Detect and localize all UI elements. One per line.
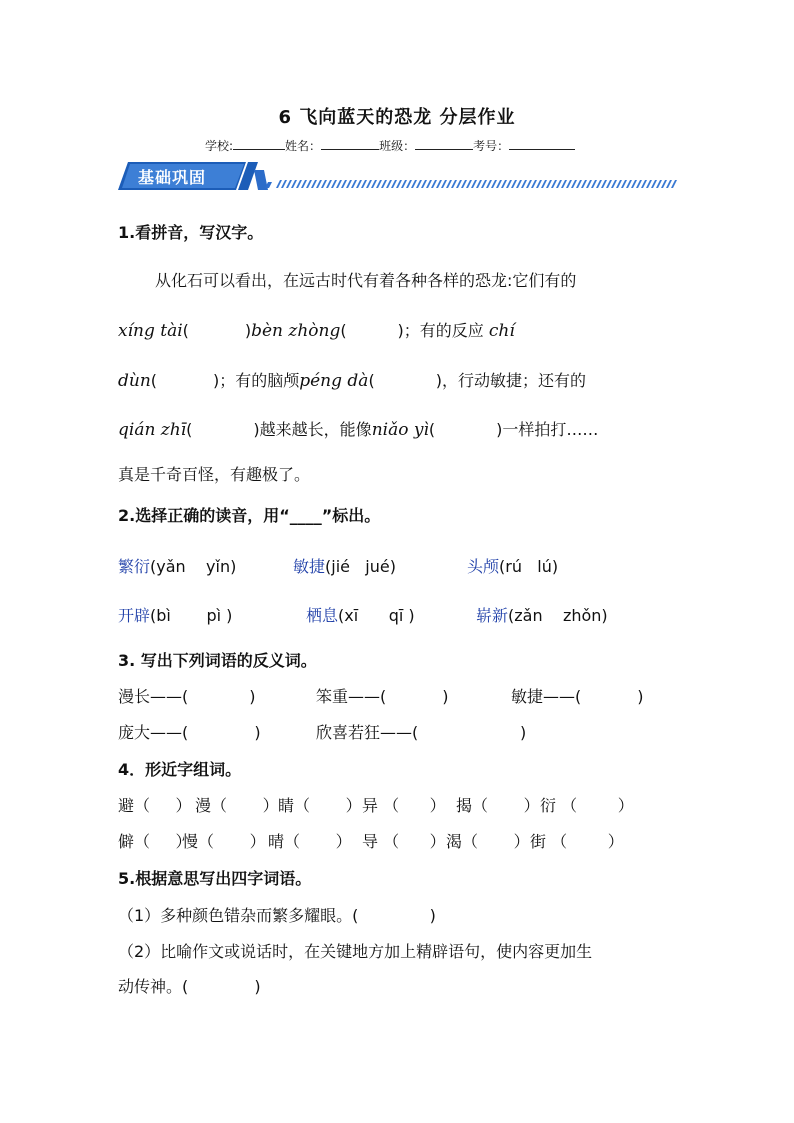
q3-item[interactable]: 欣喜若狂——( ) [316,723,527,742]
q4-item[interactable]: 睛（ ） [278,796,362,815]
q1-text: 越来越长，能像 [259,420,372,439]
q2-word: 敏捷 [293,557,326,576]
school-blank[interactable] [233,138,285,150]
q2-word: 头颅 [467,557,500,576]
banner-stripes [276,180,677,188]
q2-option[interactable]: lú [537,557,552,576]
q2-word: 崭新 [476,606,509,625]
q1-heading: 1.看拼音，写汉字。 [118,223,264,242]
class-blank[interactable] [415,138,473,150]
q3-item[interactable]: 庞大——( ) [118,723,261,742]
blank-paren[interactable]: ( ) [186,420,260,439]
q3-item[interactable]: 敏捷——( ) [511,687,644,706]
blank-paren[interactable]: ( ) [340,321,404,340]
q4-item[interactable]: 渴（ ） [446,832,530,851]
name-blank[interactable] [321,138,379,150]
q3-heading: 3. 写出下列词语的反义词。 [118,651,317,670]
q1-text: ；有的脑颅 [219,371,300,390]
q2-item: 开辟(bì pì ) [118,606,233,625]
q5-item-2-line1: （2）比喻作文或说话时，在关键地方加上精辟语句，使内容更加生 [118,942,593,961]
q4-heading: 4．形近字组词。 [118,760,242,779]
q4-item[interactable]: 僻（ ） [118,832,192,851]
q2-option[interactable]: jié [331,557,350,576]
q1-line4 [118,417,598,440]
blank-paren[interactable]: ( ) [150,371,220,390]
q4-item[interactable]: 漫（ ） [195,796,279,815]
blank-paren[interactable]: ( ) [182,321,252,340]
pinyin-qianzhi: qián zhī [118,420,187,440]
q2-word: 繁衍 [118,557,151,576]
q2-option[interactable]: pì [206,606,222,625]
class-label: 班级： [379,139,416,153]
exam-no-blank[interactable] [509,138,575,150]
q2-option[interactable]: zǎn [514,606,543,625]
q1-text: ，行动敏捷；还有的 [441,371,586,390]
q2-option[interactable]: yǐn [206,557,231,576]
section-banner-label: 基础巩固 [138,168,207,187]
page-title: 6 飞向蓝天的恐龙 分层作业 [278,107,516,128]
pinyin-dun: dùn [118,371,151,391]
blank-paren[interactable]: ( ) [428,420,503,439]
q1-text: ；有的反应 [403,321,484,340]
q4-item[interactable]: 晴（ ） [268,832,352,851]
q1-line2 [118,318,515,341]
q3-item[interactable]: 笨重——( ) [316,687,449,706]
q4-item[interactable]: 揭（ ） [456,796,540,815]
pinyin-benzhong: bèn zhòng [251,321,341,341]
pinyin-xingtai: xíng tài [118,321,183,341]
q2-option[interactable]: jué [365,557,390,576]
q1-last-line: 真是千奇百怪，有趣极了。 [118,465,311,484]
school-label: 学校: [205,139,234,153]
q2-item: 繁衍(yǎn yǐn) [118,557,237,576]
q2-option[interactable]: qī [388,606,404,625]
q2-item: 敏捷(jié jué) [293,557,396,576]
student-info-line [205,137,575,154]
blank-paren[interactable]: ( ) [368,371,442,390]
q2-option[interactable]: bì [156,606,171,625]
q4-item[interactable]: 慢（ ） [182,832,266,851]
name-label: 姓名： [285,139,322,153]
q4-item[interactable]: 街 （ ） [530,832,624,851]
q2-option[interactable]: rú [505,557,522,576]
q4-item[interactable]: 导 （ ） [362,832,446,851]
q1-text: 一样拍打…… [502,420,599,439]
q4-item[interactable]: 避（ ） [118,796,192,815]
pinyin-chi: chí [488,321,515,341]
q2-option[interactable]: xī [344,606,359,625]
q5-item-1[interactable]: （1）多种颜色错杂而繁多耀眼。( ) [118,906,436,925]
pinyin-pengda: péng dà [299,371,369,391]
q2-item: 头颅(rú lú) [467,557,559,576]
q3-item[interactable]: 漫长——( ) [118,687,256,706]
q4-item[interactable]: 异 （ ） [362,796,446,815]
q5-heading: 5.根据意思写出四字词语。 [118,869,312,888]
q2-option[interactable]: yǎn [156,557,186,576]
q1-line1: 从化石可以看出，在远古时代有着各种各样的恐龙:它们有的 [155,271,577,290]
q2-word: 栖息 [306,606,339,625]
exam-no-label: 考号： [473,139,510,153]
q2-item: 栖息(xī qī ) [306,606,415,625]
pinyin-niaoyi: niǎo yì [371,420,429,440]
q1-line3 [118,368,586,391]
q2-item: 崭新(zǎn zhǒn) [476,606,608,625]
q2-word: 开辟 [118,606,151,625]
q2-heading: 2.选择正确的读音，用“____”标出。 [118,506,381,525]
q4-item[interactable]: 衍 （ ） [540,796,634,815]
q5-item-2-line2[interactable]: 动传神。( ) [118,977,261,996]
q2-option[interactable]: zhǒn [562,606,602,625]
